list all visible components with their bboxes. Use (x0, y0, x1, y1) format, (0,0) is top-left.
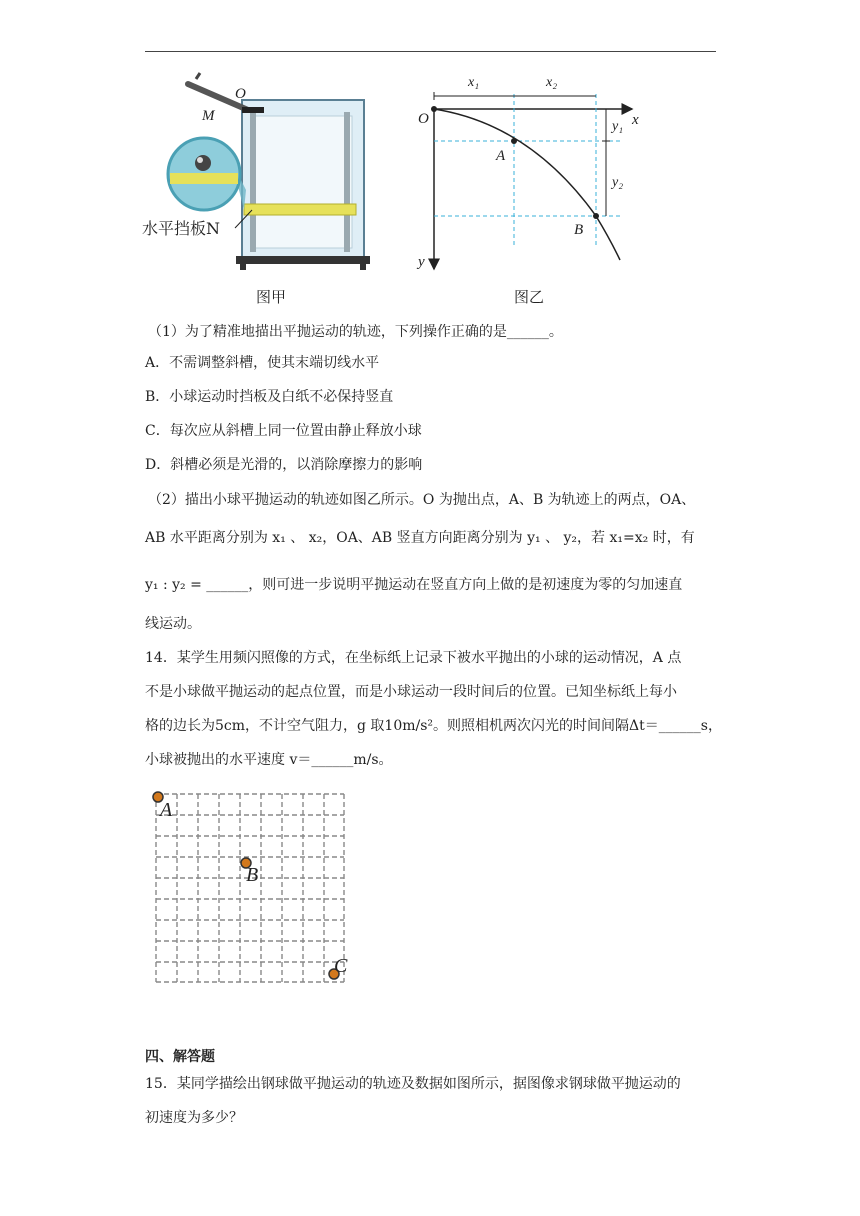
caption-yi: 图乙 (514, 288, 545, 306)
q13-part2-line2: AB 水平距离分别为 x₁ 、 x₂，OA、AB 竖直方向距离分别为 y₁ 、 y₂，若 x₁=x₂ 时，有 (145, 530, 695, 546)
q15-line1: 15．某同学描绘出钢球做平抛运动的轨迹及数据如图所示，据图像求钢球做平抛运动的 (145, 1076, 681, 1092)
q14-line4: 小球被抛出的水平速度 v＝______m/s。 (145, 752, 393, 768)
q13-part1-stem: （1）为了精准地描出平抛运动的轨迹，下列操作正确的是______。 (148, 324, 563, 340)
q15-line2: 初速度为多少？ (145, 1110, 243, 1126)
grid-point-a-label: A (160, 799, 173, 821)
grid-point-c-label: C (334, 955, 348, 977)
q13-option-d: D．斜槽必须是光滑的，以消除摩擦力的影响 (145, 457, 423, 473)
q13-option-b: B．小球运动时挡板及白纸不必保持竖直 (145, 389, 394, 405)
q14-line3: 格的边长为5cm，不计空气阻力，g 取10m/s²。则照相机两次闪光的时间间隔Δt＝______s， (145, 718, 722, 734)
caption-jia: 图甲 (256, 288, 287, 306)
section-heading: 四、解答题 (145, 1049, 215, 1065)
point-b-label: B (574, 222, 584, 238)
label-baffle: 水平挡板N (142, 219, 221, 238)
header-rule (145, 51, 716, 52)
dim-x1-label: x₁ (468, 75, 480, 90)
q13-option-a: A．不需调整斜槽，使其末端切线水平 (145, 355, 380, 371)
q13-part2-line3: y₁ : y₂ = ______，则可进一步说明平抛运动在竖直方向上做的是初速度为零的匀加速直 (145, 577, 683, 593)
q13-part2-line4: 线运动。 (145, 616, 201, 632)
figure-yi-trajectory (410, 64, 650, 274)
point-a-label: A (496, 148, 506, 164)
origin-label: O (418, 111, 429, 127)
figure-jia-apparatus (140, 70, 380, 280)
label-o: O (235, 86, 246, 102)
q13-option-c: C．每次应从斜槽上同一位置由静止释放小球 (145, 423, 422, 439)
q13-part2-line1: （2）描出小球平抛运动的轨迹如图乙所示。O 为抛出点，A、B 为轨迹上的两点，OA、 (148, 492, 696, 508)
axis-y-label: y (418, 254, 425, 270)
label-m: M (202, 108, 215, 124)
dim-y1-label: y₁ (612, 119, 624, 134)
axis-x-label: x (632, 112, 639, 128)
q14-line1: 14．某学生用频闪照像的方式，在坐标纸上记录下被水平抛出的小球的运动情况，A 点 (145, 650, 682, 666)
dim-x2-label: x₂ (546, 75, 558, 90)
q14-line2: 不是小球做平抛运动的起点位置，而是小球运动一段时间后的位置。已知坐标纸上每小 (145, 684, 677, 700)
figure-grid-flash-photo (148, 786, 358, 991)
dim-y2-label: y₂ (612, 175, 624, 190)
grid-point-b-label: B (246, 864, 259, 886)
